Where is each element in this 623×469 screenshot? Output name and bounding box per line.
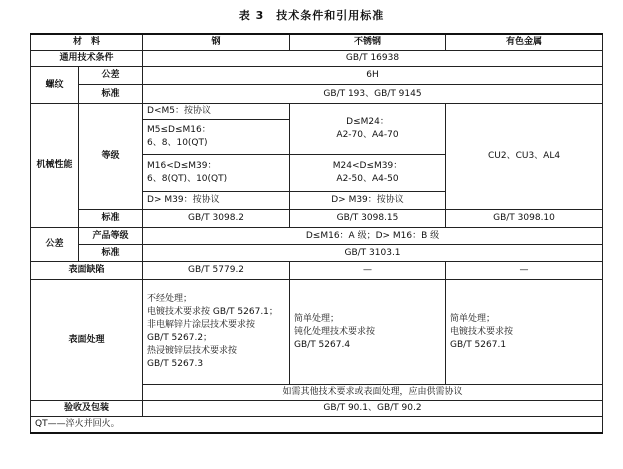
mech-standard-stainless: GB/T 3098.15	[290, 210, 446, 228]
surface-defect-stainless: —	[290, 262, 446, 280]
surface-stainless-line: 简单处理；	[294, 313, 340, 324]
surface-steel-line: 非电解锌片涂层技术要求按	[147, 320, 256, 330]
mech-standard-row	[31, 210, 603, 228]
surface-defect-steel: GB/T 5779.2	[143, 262, 290, 280]
surface-steel-line: GB/T 5267.2；	[147, 333, 213, 343]
surface-treatment-steel	[143, 280, 290, 385]
mech-steel-r3a: M16<D≤M39：	[147, 161, 217, 171]
mech-steel-r1: D<M5：按协议	[143, 104, 290, 120]
thread-label: 螺纹	[31, 67, 79, 104]
header-row	[31, 34, 603, 51]
surface-treatment-stainless	[290, 280, 446, 385]
surface-nonferrous-line: 简单处理；	[450, 313, 496, 324]
thread-tolerance-value: 6H	[143, 67, 603, 85]
mech-standard-nonferrous: GB/T 3098.10	[446, 210, 603, 228]
tolerance-grade-row	[31, 228, 603, 245]
general-label: 通用技术条件	[31, 51, 143, 67]
mech-stainless-r2a: M24<D≤M39：	[332, 161, 403, 171]
tolerance-standard-row	[31, 245, 603, 262]
general-value: GB/T 16938	[143, 51, 603, 67]
mech-nonferrous: CU2、CU3、AL4	[446, 104, 603, 210]
surface-treatment-nonferrous	[446, 280, 603, 385]
mech-steel-r2a: M5≤D≤M16：	[147, 125, 211, 135]
tolerance-grade-value: D≤M16：A 级；D> M16：B 级	[143, 228, 603, 245]
mech-standard-steel: GB/T 3098.2	[143, 210, 290, 228]
surface-treatment-other: 如需其他技术要求或表面处理，应由供需协议	[143, 385, 603, 401]
mech-steel-r4: D> M39：按协议	[143, 192, 290, 210]
tolerance-label: 公差	[31, 228, 79, 262]
mech-stainless-r1	[290, 104, 446, 155]
footnote: QT——淬火并回火。	[31, 417, 603, 434]
mech-stainless-r1b: A2-70、A4-70	[336, 130, 399, 140]
surface-steel-line: 热浸镀锌层技术要求按	[147, 346, 238, 356]
mech-stainless-r2b: A2-50、A4-50	[336, 174, 399, 184]
mech-row-1	[31, 104, 603, 120]
surface-treatment-row	[31, 280, 603, 385]
table-title: 表 3 技术条件和引用标准	[238, 9, 385, 22]
surface-nonferrous-line: GB/T 5267.1	[450, 339, 507, 350]
mech-stainless-r2	[290, 155, 446, 192]
surface-steel-line: GB/T 5267.3	[147, 359, 204, 369]
mech-steel-r2b: 6、8、10(QT)	[147, 138, 208, 148]
thread-standard-label: 标准	[79, 85, 143, 104]
thread-standard-value: GB/T 193、GB/T 9145	[143, 85, 603, 104]
surface-defect-row	[31, 262, 603, 280]
header-steel: 钢	[143, 34, 290, 51]
surface-defect-nonferrous: —	[446, 262, 603, 280]
tolerance-standard-value: GB/T 3103.1	[143, 245, 603, 262]
general-row	[31, 51, 603, 67]
mech-stainless-r1a: D≤M24：	[346, 117, 389, 127]
note-row	[31, 417, 603, 434]
mech-stainless-r3: D> M39：按协议	[290, 192, 446, 210]
surface-defect-label: 表面缺陷	[31, 262, 143, 280]
tolerance-grade-label: 产品等级	[79, 228, 143, 245]
thread-tolerance-label: 公差	[79, 67, 143, 85]
spec-table	[30, 33, 603, 434]
surface-stainless-line: 钝化处理技术要求按	[294, 326, 376, 337]
acceptance-value: GB/T 90.1、GB/T 90.2	[143, 401, 603, 417]
acceptance-row	[31, 401, 603, 417]
mech-standard-label: 标准	[79, 210, 143, 228]
thread-tolerance-row	[31, 67, 603, 85]
surface-treatment-label: 表面处理	[31, 280, 143, 401]
header-stainless: 不锈钢	[290, 34, 446, 51]
surface-steel-line: 电镀技术要求按 GB/T 5267.1；	[147, 307, 278, 317]
tolerance-standard-label: 标准	[79, 245, 143, 262]
surface-nonferrous-line: 电镀技术要求按	[450, 326, 514, 337]
header-material: 材 料	[31, 34, 143, 51]
acceptance-label: 验收及包装	[31, 401, 143, 417]
thread-standard-row	[31, 85, 603, 104]
mech-grade-label: 等级	[79, 104, 143, 210]
mech-steel-r3	[143, 155, 290, 192]
surface-steel-line: 不经处理；	[147, 294, 193, 304]
mech-label: 机械性能	[31, 104, 79, 228]
mech-steel-r2	[143, 120, 290, 155]
mech-steel-r3b: 6、8(QT)、10(QT)	[147, 174, 228, 184]
header-nonferrous: 有色金属	[446, 34, 603, 51]
surface-stainless-line: GB/T 5267.4	[294, 339, 351, 350]
